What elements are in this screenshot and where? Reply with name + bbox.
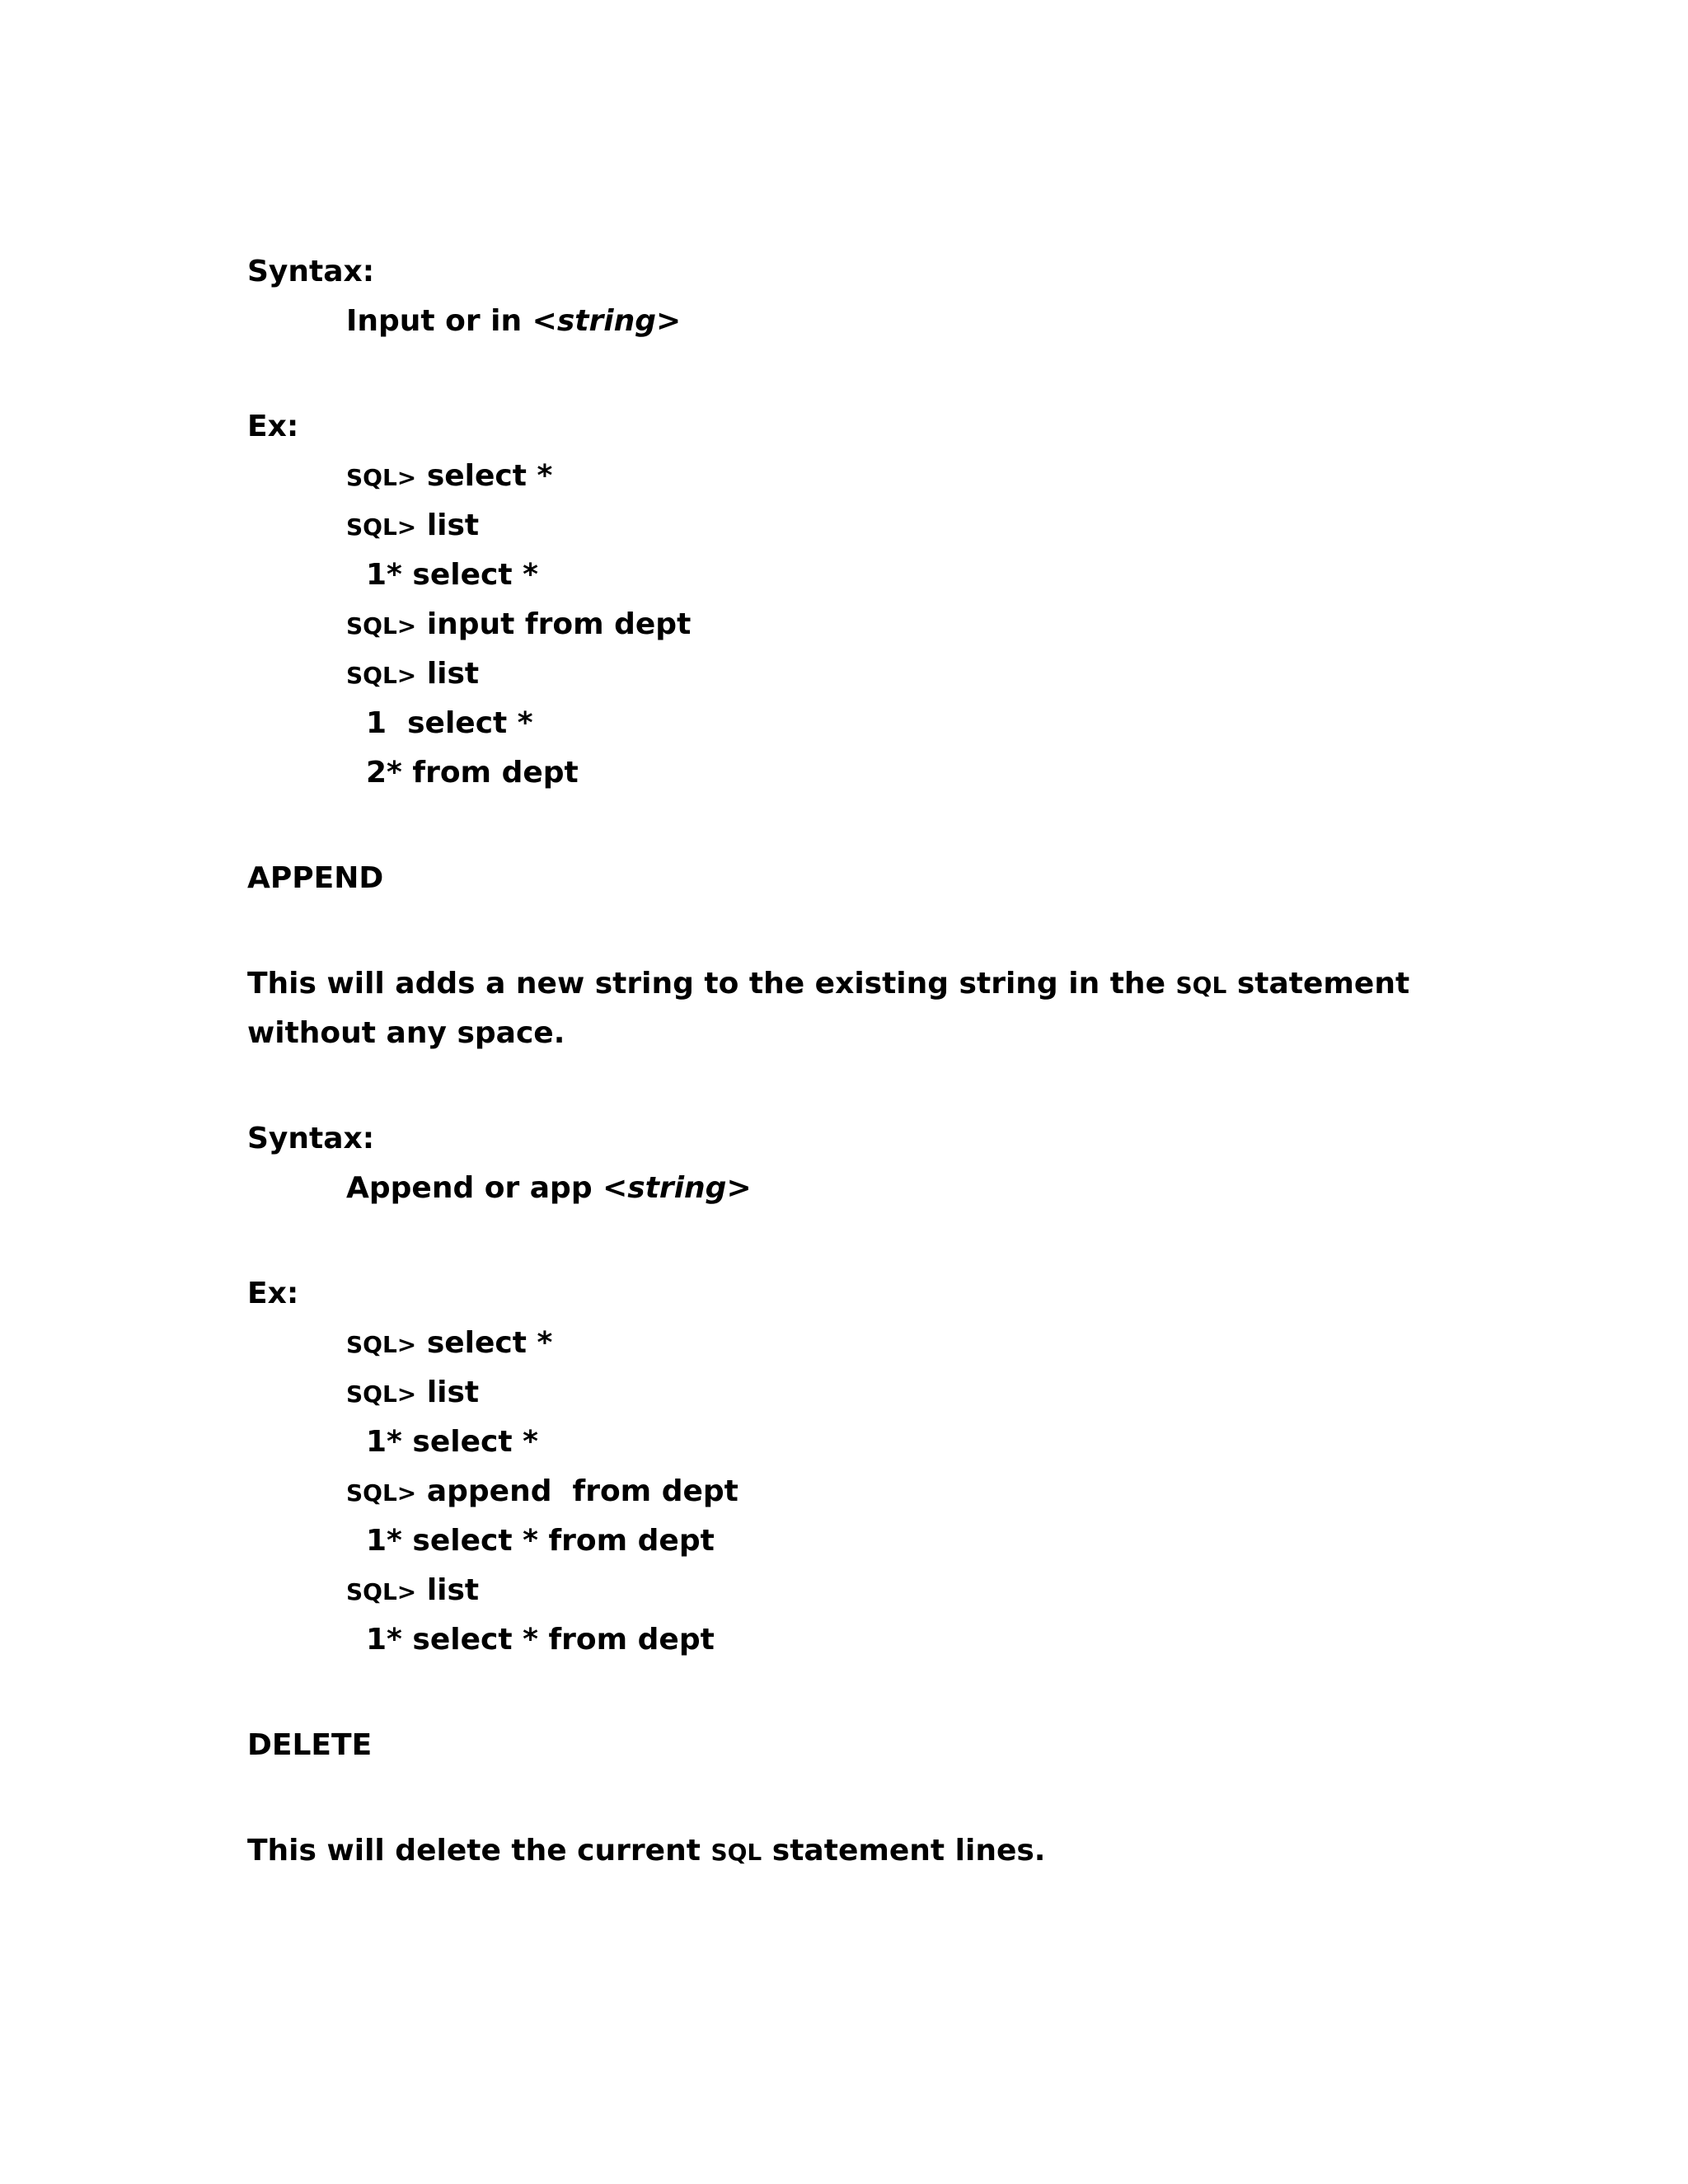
append-desc-sql: SQL (1175, 972, 1227, 999)
append-example-line7: 1* select * from dept (366, 1623, 715, 1657)
append-syntax-label: Syntax: (247, 1122, 375, 1155)
input-example-line1 (346, 458, 552, 496)
sql-prompt: SQL> (346, 662, 417, 689)
sql-prompt: SQL> (346, 513, 417, 541)
append-syntax-param: string (627, 1171, 727, 1205)
input-example-line3: 1* select * (366, 558, 538, 592)
delete-desc-part2: statement lines. (762, 1834, 1046, 1868)
code-text: list (416, 657, 480, 691)
sql-prompt: SQL> (346, 464, 417, 491)
code-text: list (416, 509, 480, 542)
append-example-line5: 1* select * from dept (366, 1524, 715, 1558)
input-syntax-prefix: Input or in < (346, 304, 557, 338)
append-desc-part2: statement (1226, 967, 1410, 1001)
delete-description (247, 1833, 1045, 1871)
code-text: list (416, 1376, 480, 1409)
code-text: select * (416, 459, 553, 493)
append-example-label: Ex: (247, 1277, 299, 1310)
append-description-line1 (247, 966, 1409, 1004)
input-syntax-close: > (656, 304, 682, 338)
input-example-line2 (346, 508, 479, 546)
delete-desc-sql: SQL (710, 1839, 762, 1866)
sql-prompt: SQL> (346, 1331, 417, 1358)
append-example-line3: 1* select * (366, 1425, 538, 1459)
sql-prompt: SQL> (346, 1578, 417, 1605)
append-example-line6 (346, 1572, 479, 1610)
append-heading: APPEND (247, 861, 384, 895)
sql-prompt: SQL> (346, 612, 417, 640)
code-text: input from dept (416, 607, 692, 641)
input-example-line5 (346, 656, 479, 694)
append-syntax-close: > (726, 1171, 752, 1205)
code-text: list (416, 1573, 480, 1607)
input-example-line7: 2* from dept (366, 756, 579, 790)
append-example-line1 (346, 1325, 552, 1363)
append-description-line2: without any space. (247, 1016, 565, 1050)
delete-heading: DELETE (247, 1728, 373, 1762)
input-syntax-label: Syntax: (247, 255, 375, 288)
append-example-line2 (346, 1375, 479, 1413)
input-example-line4 (346, 607, 691, 644)
sql-prompt: SQL> (346, 1479, 417, 1507)
input-syntax-param: string (556, 304, 656, 338)
delete-desc-part1: This will delete the current (247, 1834, 711, 1868)
append-syntax-text (346, 1170, 752, 1207)
append-syntax-prefix: Append or app < (346, 1171, 628, 1205)
append-desc-part1: This will adds a new string to the existing string in the (247, 967, 1176, 1001)
input-example-line6: 1 select * (366, 706, 533, 740)
input-syntax-text (346, 303, 681, 340)
append-example-line4 (346, 1474, 738, 1511)
sql-prompt: SQL> (346, 1380, 417, 1408)
code-text: select * (416, 1326, 553, 1360)
code-text: append from dept (416, 1474, 738, 1508)
input-example-label: Ex: (247, 410, 299, 443)
